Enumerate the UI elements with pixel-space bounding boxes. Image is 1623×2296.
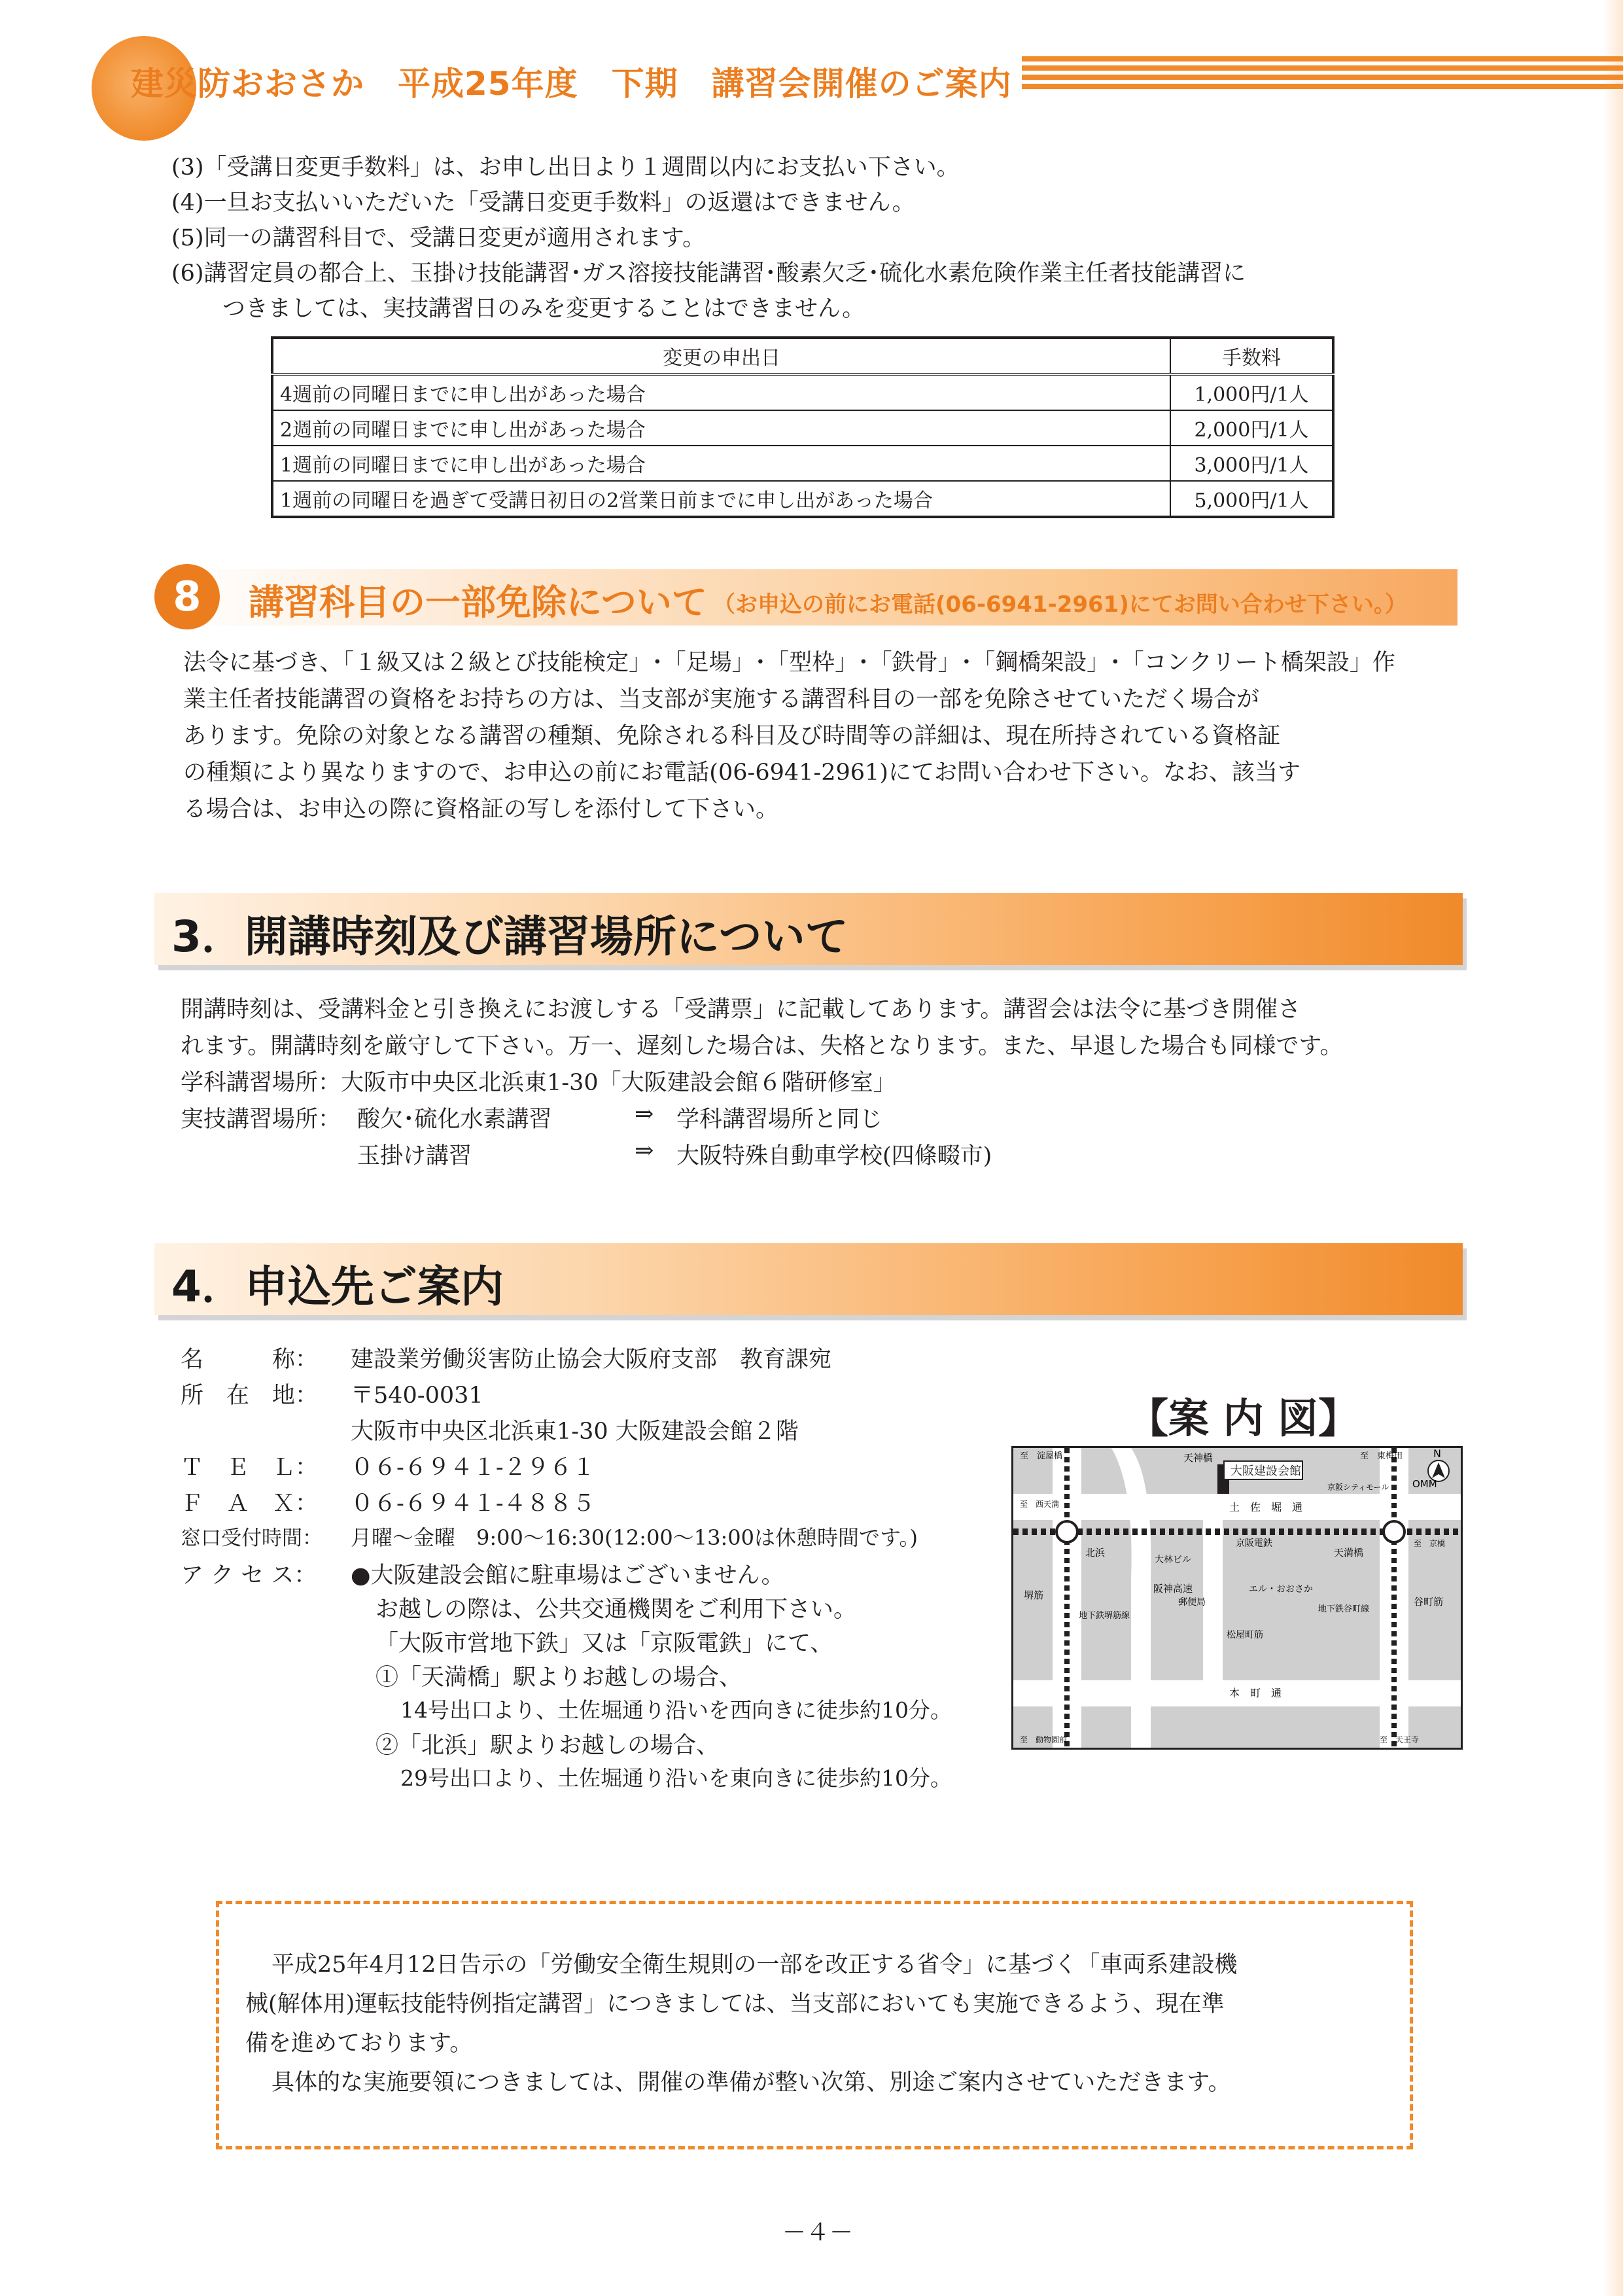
access-line: ②「北浜」駅よりお越しの場合、 [375, 1733, 720, 1759]
map-label: 本 町 通 [1229, 1687, 1282, 1699]
header-rule-lines [1022, 56, 1623, 97]
contact-hours-label: 窓口受付時間： [181, 1527, 323, 1550]
map-label: OMM [1412, 1478, 1437, 1490]
contact-tel: ０６-６９４１-２９６１ [351, 1455, 595, 1481]
practical-arrow: ⇒ [635, 1138, 654, 1164]
contact-tel-label: Ｔ Ｅ Ｌ： [181, 1455, 319, 1481]
section8-title: 講習科目の一部免除について [249, 582, 707, 623]
section3-body-line: れます。開講時刻を厳守して下さい。万一、遅刻した場合は、失格となります。また、早退した場合も同様です。 [181, 1033, 1343, 1059]
section8-number-badge: 8 [154, 564, 220, 629]
fee-row-amount: 1,000円/1人 [1170, 374, 1333, 410]
map-label: 天満橋 [1334, 1547, 1364, 1559]
section8-body-line: 法令に基づき、「１級又は２級とび技能検定」･「足場」･「型枠」･「鉄骨」･「鋼橋架設」･「コンクリート橋架設」作 [183, 650, 1395, 676]
notice-line: 平成25年4月12日告示の「労働安全衛生規則の一部を改正する省令」に基づく「車両系建設機 [271, 1952, 1238, 1978]
contact-access-label: ア ク セ ス： [181, 1563, 317, 1589]
section3-title: 3．開講時刻及び講習場所について [171, 911, 848, 962]
notice-line: 械(解体用)運転技能特例指定講習」につきましては、当支部においても実施できるよう、現在準 [245, 1991, 1225, 2017]
map-label: 京阪シティモール [1327, 1483, 1389, 1492]
access-line: 「大阪市営地下鉄」又は「京阪電鉄」にて、 [375, 1631, 833, 1657]
map-station-tenmabashi [1384, 1521, 1405, 1542]
notice-line: 備を進めております。 [245, 2030, 473, 2057]
map-label: 地下鉄堺筋線 [1079, 1611, 1130, 1621]
map-label: 至 天王寺 [1380, 1735, 1420, 1744]
section3-body-line: 開講時刻は、受講料金と引き換えにお渡しする「受講票」に記載してあります。講習会は法令に基づき開催さ [181, 997, 1301, 1023]
table-row [272, 446, 1333, 481]
section4-title: 4．申込先ご案内 [171, 1262, 504, 1312]
map-label: 谷町筋 [1414, 1596, 1444, 1608]
section8-body-line: あります。免除の対象となる講習の種類、免除される科目及び時間等の詳細は、現在所持されている資格証 [183, 723, 1281, 749]
contact-postal: 〒540-0031 [351, 1383, 483, 1409]
practical-label: 実技講習場所： [181, 1106, 341, 1133]
map-label: 至 西天満 [1020, 1500, 1060, 1509]
notice-line: 具体的な実施要領につきましては、開催の準備が整い次第、別途ご案内させていただきます。 [271, 2070, 1231, 2096]
map-label: 至 動物園前 [1020, 1735, 1068, 1744]
practical-course: 酸欠･硫化水素講習 [357, 1106, 552, 1133]
access-line: 29号出口より、土佐堀通り沿いを東向きに徒歩約10分。 [400, 1765, 952, 1791]
access-map [1011, 1446, 1463, 1750]
map-station-kitahama [1056, 1521, 1077, 1542]
map-label: 土 佐 堀 通 [1229, 1501, 1303, 1513]
contact-fax-label: Ｆ Ａ Ｘ： [181, 1491, 319, 1517]
practical-place: 学科講習場所と同じ [676, 1106, 883, 1133]
map-label: 阪神高速 [1153, 1583, 1193, 1595]
table-row [272, 374, 1333, 410]
map-drawing [1013, 1448, 1461, 1748]
practical-place: 大阪特殊自動車学校(四條畷市) [676, 1143, 992, 1169]
notice-box [216, 1901, 1413, 2149]
map-label: 京阪電鉄 [1236, 1538, 1272, 1549]
section3-body-line: 学科講習場所：大阪市中央区北浜東1-30「大阪建設会館６階研修室」 [181, 1070, 896, 1096]
table-row [272, 481, 1333, 517]
practical-course: 玉掛け講習 [357, 1143, 472, 1169]
fee-table-col-fee: 手数料 [1170, 338, 1333, 374]
section8-body-line: る場合は、お申込の際に資格証の写しを添付して下さい。 [183, 796, 779, 822]
fee-row-amount: 5,000円/1人 [1170, 481, 1333, 517]
contact-address: 大阪市中央区北浜東1-30 大阪建設会館２階 [351, 1419, 799, 1445]
contact-address-label: 所 在 地： [181, 1383, 319, 1409]
map-label: 至 淀屋橋 [1020, 1451, 1063, 1461]
fee-row-condition: 1週前の同曜日を過ぎて受講日初日の2営業日前までに申し出があった場合 [272, 481, 1170, 517]
rule-5: (5)同一の講習科目で、受講日変更が適用されます。 [171, 225, 706, 251]
rule-6: (6)講習定員の都合上、玉掛け技能講習･ガス溶接技能講習･酸素欠乏･硫化水素危険作業主任者技能講習に [171, 260, 1246, 287]
fee-row-condition: 2週前の同曜日までに申し出があった場合 [272, 410, 1170, 446]
contact-name: 建設業労働災害防止協会大阪府支部 教育課宛 [351, 1347, 832, 1373]
contact-name-label: 名 称： [181, 1347, 319, 1373]
rule-3: (3)「受講日変更手数料」は、お申し出日より１週間以内にお支払い下さい。 [171, 154, 960, 181]
fee-row-amount: 2,000円/1人 [1170, 410, 1333, 446]
access-line: 14号出口より、土佐堀通り沿いを西向きに徒歩約10分。 [400, 1697, 952, 1723]
access-line: ①「天満橋」駅よりお越しの場合、 [375, 1665, 742, 1691]
map-building-label: 大阪建設会館 [1230, 1464, 1301, 1478]
map-label: 大林ビル [1155, 1555, 1191, 1565]
fee-row-amount: 3,000円/1人 [1170, 446, 1333, 481]
access-line: お越しの際は、公共交通機関をご利用下さい。 [375, 1597, 857, 1623]
fee-table [271, 336, 1335, 518]
section8-body-line: 業主任者技能講習の資格をお持ちの方は、当支部が実施する講習科目の一部を免除させていただく場合が [183, 686, 1260, 713]
map-label: 至 東梅田 [1360, 1451, 1403, 1461]
page-edge-tint [1603, 0, 1623, 2296]
map-north-label: N [1433, 1448, 1441, 1460]
access-line: ●大阪建設会館に駐車場はございません。 [351, 1563, 784, 1589]
page-header-title: 建災防おおさか 平成25年度 下期 講習会開催のご案内 [131, 65, 1012, 103]
fee-row-condition: 4週前の同曜日までに申し出があった場合 [272, 374, 1170, 410]
map-label: エル・おおさか [1249, 1584, 1313, 1595]
map-title: 【案 内 図】 [1128, 1394, 1359, 1442]
section8-body-line: の種類により異なりますので、お申込の前にお電話(06-6941-2961)にてお問い合わせ下さい。なお、該当す [183, 760, 1300, 786]
map-street-matsuyamachi [1203, 1520, 1223, 1680]
fee-table-header [272, 338, 1333, 374]
contact-fax: ０６-６９４１-４８８５ [351, 1491, 595, 1517]
fee-row-condition: 1週前の同曜日までに申し出があった場合 [272, 446, 1170, 481]
map-label: 北浜 [1085, 1547, 1106, 1559]
contact-hours: 月曜～金曜 9:00～16:30(12:00～13:00は休憩時間です。) [351, 1525, 918, 1550]
practical-arrow: ⇒ [635, 1101, 654, 1127]
map-label: 郵便局 [1178, 1597, 1206, 1608]
fee-table-col-date: 変更の申出日 [272, 338, 1170, 374]
map-label: 地下鉄谷町線 [1318, 1604, 1370, 1614]
map-label: 松屋町筋 [1227, 1630, 1263, 1640]
page-number: －４－ [782, 2219, 854, 2246]
map-label: 至 京橋 [1414, 1539, 1446, 1548]
map-label: 堺筋 [1024, 1589, 1044, 1601]
rule-6-cont: つきましては、実技講習日のみを変更することはできません。 [222, 296, 865, 322]
table-row [272, 410, 1333, 446]
map-label: 天神橋 [1183, 1452, 1213, 1464]
rule-4: (4)一旦お支払いいただいた「受講日変更手数料」の返還はできません。 [171, 190, 915, 216]
section8-note: （お申込の前にお電話(06-6941-2961)にてお問い合わせ下さい。） [713, 592, 1407, 618]
